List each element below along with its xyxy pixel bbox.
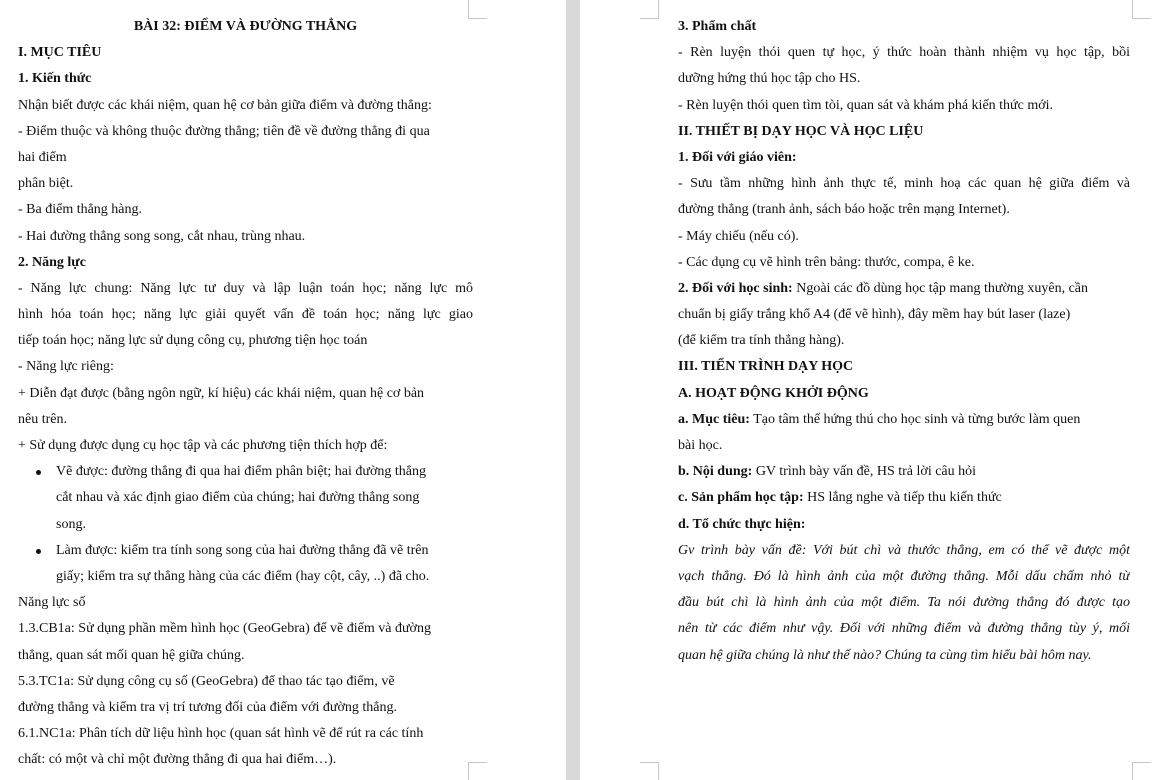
inline-text: Ngoài các đồ dùng học tập mang thường xuyên, cần xyxy=(792,280,1089,296)
bullet-continuation: song. xyxy=(56,516,86,532)
subsection-heading: 1. Đối với giáo viên: xyxy=(678,149,797,165)
right-page-text xyxy=(678,14,1130,669)
paragraph-line xyxy=(678,407,1130,433)
bullet-item xyxy=(18,538,473,564)
paragraph-line: - Rèn luyện thói quen tìm tòi, quan sát và khám phá kiến thức mới. xyxy=(678,97,1054,113)
document-page-left xyxy=(0,0,566,780)
bullet-text: Làm được: kiểm tra tính song song của hai đường thẳng đã vẽ trên xyxy=(56,542,429,558)
paragraph-line xyxy=(678,485,1130,511)
subsection-heading: A. HOẠT ĐỘNG KHỞI ĐỘNG xyxy=(678,385,869,401)
paragraph-line: phân biệt. xyxy=(18,176,74,192)
lesson-title: BÀI 32: ĐIỂM VÀ ĐƯỜNG THẲNG xyxy=(133,19,358,34)
document-page-right xyxy=(580,0,1152,780)
paragraph-line: - Các dụng cụ vẽ hình trên bảng: thước, compa, ê ke. xyxy=(678,254,975,270)
paragraph-line: Năng lực số xyxy=(18,595,86,611)
italic-paragraph-line: vạch thẳng. Đó là hình ảnh của một đường thẳng. Mỗi dấu chấm nhỏ từ xyxy=(678,568,1130,584)
paragraph-line: chất: có một và chỉ một đường thẳng đi qua hai điểm…). xyxy=(18,752,337,768)
bullet-icon xyxy=(36,470,41,475)
paragraph-line: thẳng, quan sát mối quan hệ giữa chúng. xyxy=(18,647,245,663)
paragraph-line xyxy=(678,459,1130,485)
paragraph-line: - Rèn luyện thói quen tự học, ý thức hoàn thành nhiệm vụ học tập, bồi xyxy=(678,45,1130,61)
section-heading: II. THIẾT BỊ DẠY HỌC VÀ HỌC LIỆU xyxy=(678,123,924,139)
paragraph-line: + Diễn đạt được (bằng ngôn ngữ, kí hiệu) các khái niệm, quan hệ cơ bản xyxy=(18,385,425,401)
inline-label: 2. Đối với học sinh: xyxy=(678,280,793,296)
inline-text: Tạo tâm thế hứng thú cho học sinh và từng bước làm quen xyxy=(749,411,1081,427)
inline-text: HS lắng nghe và tiếp thu kiến thức xyxy=(803,490,1002,506)
paragraph-line xyxy=(678,276,1130,302)
italic-paragraph-line: nên từ các điểm như vậy. Đối với những điểm và đường thẳng tùy ý, mối xyxy=(678,621,1130,637)
paragraph-line: bài học. xyxy=(678,438,723,453)
bullet-continuation: cắt nhau và xác định giao điểm của chúng; hai đường thẳng song xyxy=(56,490,420,506)
paragraph-line: nêu trên. xyxy=(18,411,67,427)
inline-text: GV trình bày vấn đề, HS trả lời câu hỏi xyxy=(752,464,977,480)
page-corner-mark xyxy=(1132,0,1151,19)
subsection-heading: 2. Năng lực xyxy=(18,254,86,270)
page-corner-mark xyxy=(640,762,659,780)
paragraph-line: dưỡng hứng thú học tập cho HS. xyxy=(678,71,861,87)
paragraph-line: đường thẳng (tranh ảnh, sách báo hoặc trên mạng Internet). xyxy=(678,202,1010,218)
subsection-heading: 1. Kiến thức xyxy=(18,71,92,87)
section-heading: I. MỤC TIÊU xyxy=(18,45,102,61)
paragraph-line: - Năng lực riêng: xyxy=(18,359,114,375)
italic-paragraph-line: quan hệ giữa chúng là như thế nào? Chúng ta cùng tìm hiểu bài hôm nay. xyxy=(678,647,1092,663)
subsection-heading: 3. Phẩm chất xyxy=(678,19,757,34)
paragraph-line: chuẩn bị giấy trắng khổ A4 (để vẽ hình), đây mềm hay bút laser (laze) xyxy=(678,307,1071,323)
inline-label: c. Sản phẩm học tập: xyxy=(678,490,804,506)
paragraph-line: 6.1.NC1a: Phân tích dữ liệu hình học (quan sát hình vẽ để rút ra các tính xyxy=(18,726,424,742)
inline-label: b. Nội dung: xyxy=(678,464,753,480)
paragraph-line: - Máy chiếu (nếu có). xyxy=(678,228,799,244)
paragraph-line: - Điểm thuộc và không thuộc đường thẳng; tiên đề về đường thẳng đi qua xyxy=(18,123,430,139)
page-corner-mark xyxy=(640,0,659,19)
paragraph-line: - Sưu tầm những hình ảnh thực tế, minh hoạ các quan hệ giữa điểm và xyxy=(678,176,1130,192)
paragraph-line: - Hai đường thẳng song song, cắt nhau, trùng nhau. xyxy=(18,228,306,244)
paragraph-line: 1.3.CB1a: Sử dụng phần mềm hình học (GeoGebra) để vẽ điểm và đường xyxy=(18,621,431,637)
subsection-heading: d. Tổ chức thực hiện: xyxy=(678,516,806,532)
paragraph-line: Nhận biết được các khái niệm, quan hệ cơ bản giữa điểm và đường thẳng: xyxy=(18,97,432,113)
inline-label: a. Mục tiêu: xyxy=(678,411,750,427)
paragraph-line: + Sử dụng được dụng cụ học tập và các phương tiện thích hợp để: xyxy=(18,438,388,453)
page-corner-mark xyxy=(1132,762,1151,780)
paragraph-line: tiếp toán học; năng lực sử dụng công cụ, phương tiện học toán xyxy=(18,333,368,349)
bullet-icon xyxy=(36,549,41,554)
bullet-text: Vẽ được: đường thẳng đi qua hai điểm phân biệt; hai đường thẳng xyxy=(56,464,427,480)
paragraph-line: hình hóa toán học; năng lực giải quyết vấn đề toán học; năng lực giao xyxy=(18,307,473,323)
paragraph-line: 5.3.TC1a: Sử dụng công cụ số (GeoGebra) để thao tác tạo điểm, vẽ xyxy=(18,673,395,689)
paragraph-line: hai điểm xyxy=(18,149,67,165)
section-heading: III. TIẾN TRÌNH DẠY HỌC xyxy=(678,359,854,375)
paragraph-line: - Năng lực chung: Năng lực tư duy và lập luận toán học; năng lực mô xyxy=(18,280,473,296)
italic-paragraph-line: đầu bút chì là hình ảnh của một điểm. Ta nói đường thẳng đó được tạo xyxy=(678,595,1130,611)
left-page-text xyxy=(18,14,473,773)
bullet-continuation: giấy; kiểm tra sự thẳng hàng của các điểm (hay cột, cây, ..) đã cho. xyxy=(56,568,430,584)
paragraph-line: (để kiểm tra tính thẳng hàng). xyxy=(678,333,845,349)
paragraph-line: - Ba điểm thẳng hàng. xyxy=(18,202,143,218)
bullet-item xyxy=(18,459,473,485)
page-gutter xyxy=(566,0,580,780)
italic-paragraph-line: Gv trình bày vấn đề: Với bút chì và thước thẳng, em có thể vẽ được một xyxy=(678,542,1130,558)
paragraph-line: đường thẳng và kiểm tra vị trí tương đối của điểm với đường thẳng. xyxy=(18,699,397,715)
